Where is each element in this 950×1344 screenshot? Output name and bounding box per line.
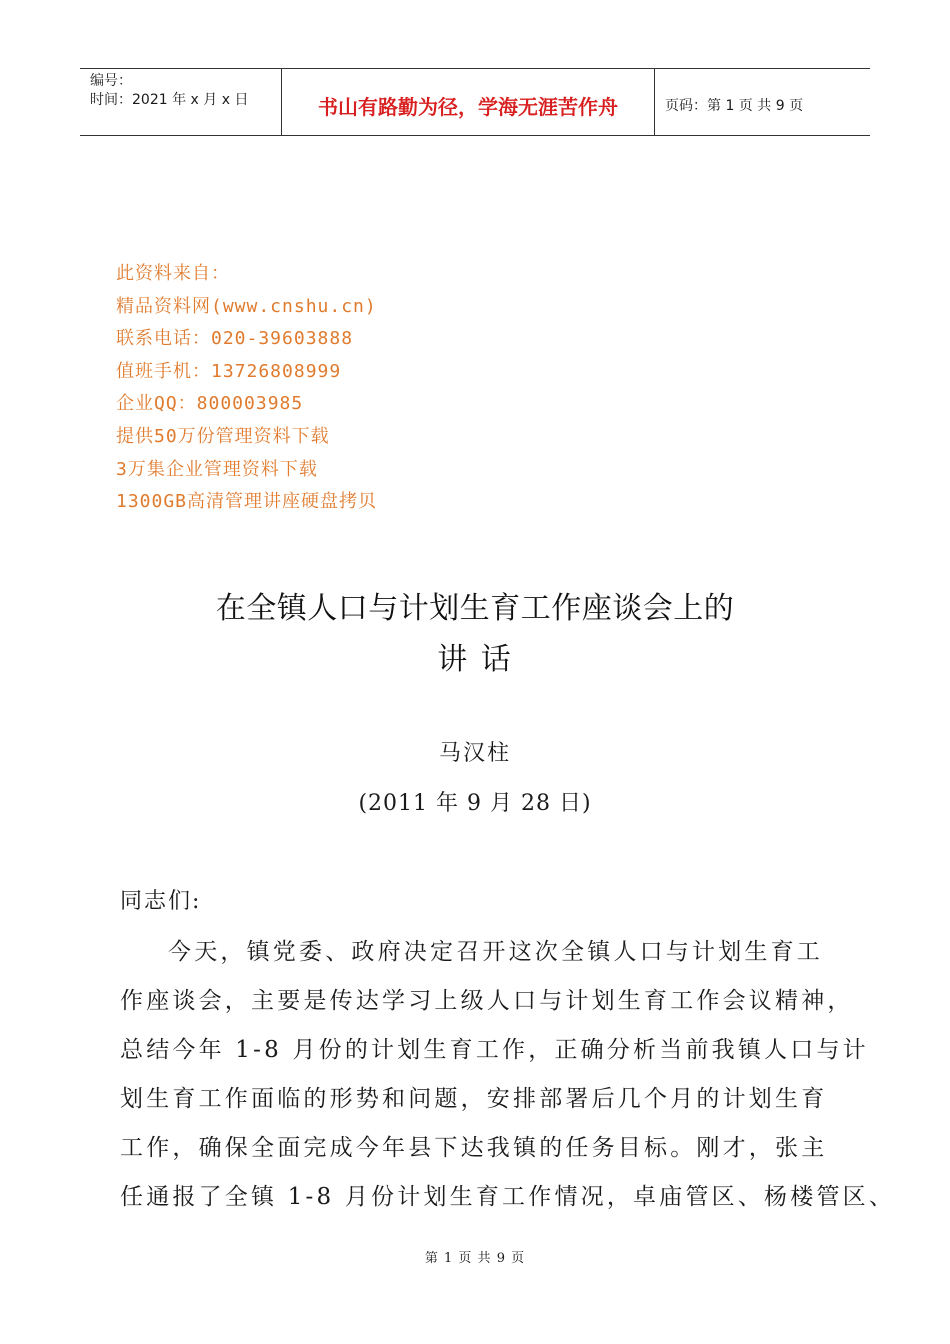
salutation: 同志们: — [120, 889, 202, 914]
source-line: 值班手机：13726808999 — [116, 360, 342, 382]
body-line: 任通报了全镇 1-8 月份计划生育工作情况，卓庙管区、杨楼管区、 — [120, 1184, 896, 1210]
source-line: 3万集企业管理资料下载 — [116, 458, 318, 480]
source-line: 提供50万份管理资料下载 — [116, 425, 330, 447]
body-line: 今天，镇党委、政府决定召开这次全镇人口与计划生育工 — [168, 939, 823, 965]
body-line: 作座谈会，主要是传达学习上级人口与计划生育工作会议精神， — [120, 988, 854, 1014]
author: 马汉柱 — [438, 741, 511, 766]
time-label: 时间：2021 年 x 月 x 日 — [90, 92, 249, 108]
body-line: 划生育工作面临的形势和问题，安排部署后几个月的计划生育 — [120, 1086, 828, 1112]
body-line: 总结今年 1-8 月份的计划生育工作，正确分析当前我镇人口与计 — [120, 1037, 869, 1063]
document-title-line1: 在全镇人口与计划生育工作座谈会上的 — [215, 591, 735, 626]
header-page-info: 页码：第 1 页 共 9 页 — [665, 98, 804, 114]
header-meta — [80, 69, 282, 135]
source-info-block — [116, 258, 377, 519]
document-title-line2: 讲 话 — [437, 642, 513, 677]
speech-date: (2011 年 9 月 28 日) — [358, 791, 592, 816]
number-label: 编号： — [90, 73, 132, 89]
body-paragraph — [120, 928, 896, 1222]
source-line: 联系电话：020-39603888 — [116, 328, 354, 350]
page-footer: 第 1 页 共 9 页 — [424, 1251, 526, 1266]
body-line: 工作，确保全面完成今年县下达我镇的任务目标。刚才，张主 — [120, 1135, 828, 1161]
source-line: 此资料来自： — [116, 263, 230, 284]
source-line: 1300GB高清管理讲座硬盘拷贝 — [116, 491, 378, 513]
header-table — [80, 68, 870, 136]
source-line: 企业QQ：800003985 — [116, 393, 304, 415]
source-line: 精品资料网(www.cnshu.cn) — [116, 295, 377, 317]
header-motto: 书山有路勤为径，学海无涯苦作舟 — [282, 69, 655, 135]
